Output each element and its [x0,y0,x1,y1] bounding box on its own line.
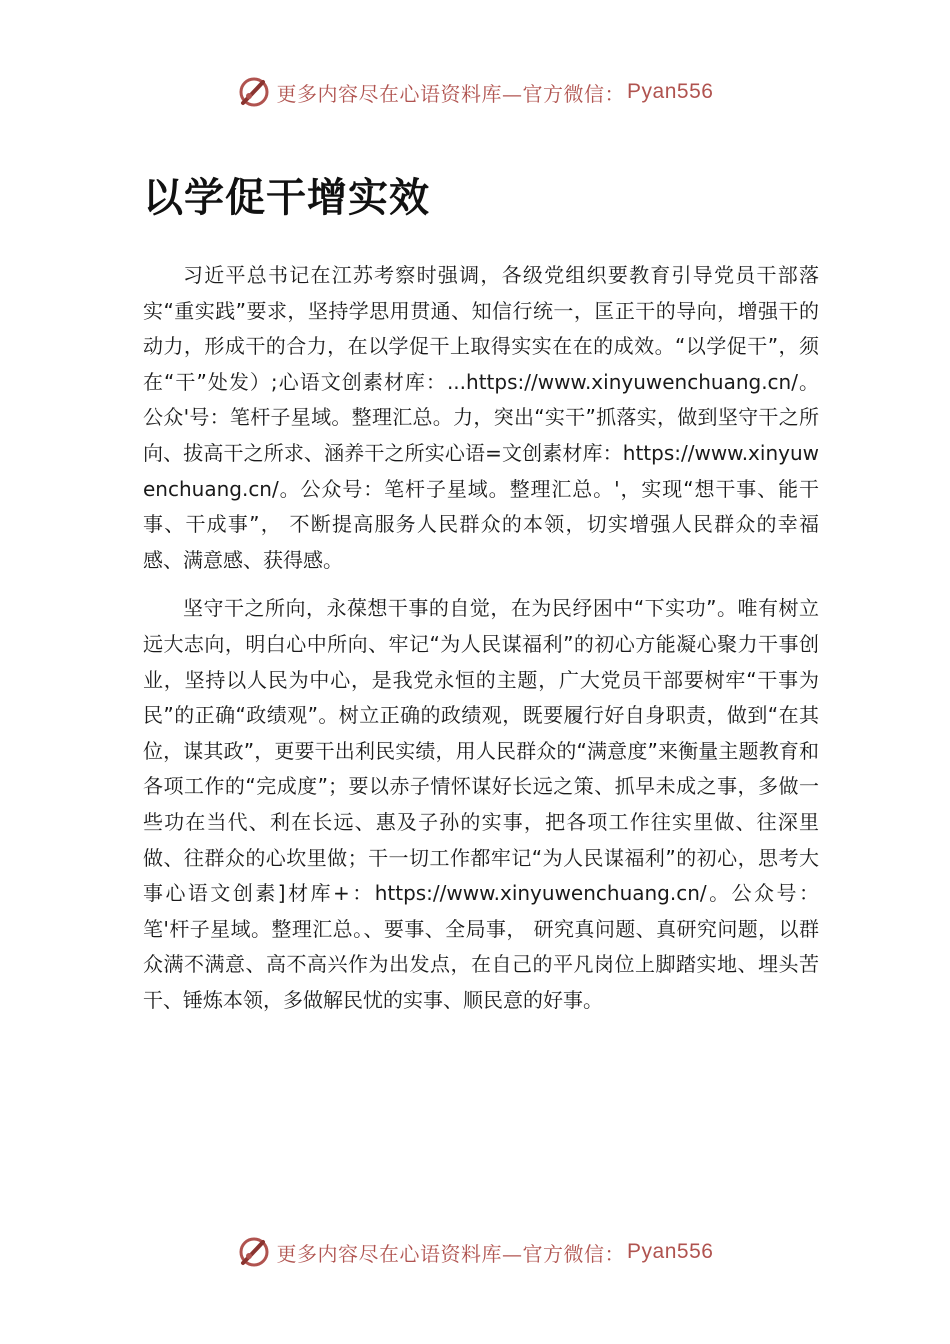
header-banner-handle: Pyan556 [627,80,714,103]
header-banner-text: 更多内容尽在心语资料库—官方微信： [276,81,626,106]
paragraph-2: 坚守干之所向，永葆想干事的自觉，在为民纾困中“下实功”。唯有树立远大志向，明白心中所向、牢记“为人民谋福利”的初心方能凝心聚力干事创业，坚持以人民为中心，是我党永恒的主题，广大党员干部要树牢“干事为民”的正确“政绩观”。树立正确的政绩观，既要履行好自身职责，做到“在其位，谋其政”，更要干出利民实绩，用人民群众的“满意度”来衡量主题教育和各项工作的“完成度”；要以赤子情怀谋好长远之策、抓早未成之事，多做一些功在当代、利在长远、惠及子孙的实事，把各项工作往实里做、往深里做、往群众的心坎里做；干一切工作都牢记“为人民谋福利”的初心，思考大事心语文创素]材库+：https://www.xinyuwenchuang.cn/。公众号：笔'杆子星域。整理汇总。、要事、全局事， 研究真问题、真研究问题，以群众满不满意、高不高兴作为出发点，在自己的平凡岗位上脚踏实地、埋头苦干、锤炼本领，多做解民忧的实事、顺民意的好事。 [143,596,819,1012]
footer-banner-text: 更多内容尽在心语资料库—官方微信： [276,1241,626,1266]
paragraph-1: 习近平总书记在江苏考察时强调，各级党组织要教育引导党员干部落实“重实践”要求，坚持学思用贯通、知信行统一，匡正干的导向，增强干的动力，形成干的合力，在以学促干上取得实实在在的成效。“以学促干”，须在“干”处发）;心语文创素材库：...https://www.xinyuwenchuang.cn/。公众'号：笔杆子星域。整理汇总。力，突出“实干”抓落实，做到坚守干之所向、拔高干之所求、涵养干之所实心语=文创素材库：https://www.xinyuwenchuang.cn/。公众号：笔杆子星域。整理汇总。'，实现“想干事、能干事、干成事”， 不断提高服务人民群众的本领，切实增强人民群众的幸福感、满意感、获得感。 [143,263,819,572]
document-body [143,258,819,1018]
document-title: 以学促干增实效 [143,175,430,221]
footer-banner [0,1232,950,1272]
header-banner [0,72,950,112]
footer-banner-handle: Pyan556 [627,1240,714,1263]
brush-logo-icon [237,1235,271,1269]
brush-logo-icon [237,75,271,109]
